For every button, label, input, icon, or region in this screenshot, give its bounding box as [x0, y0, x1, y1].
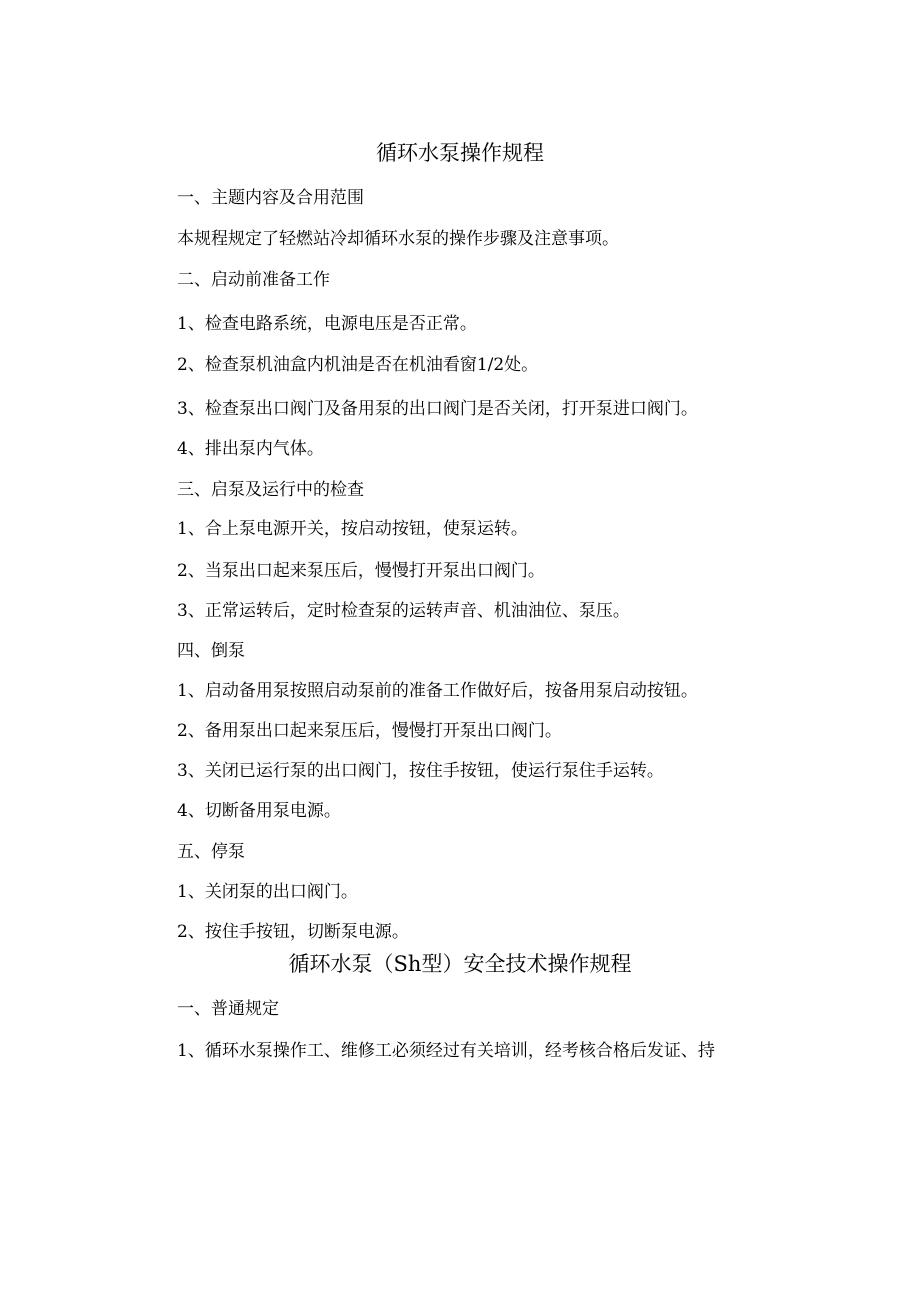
list-item: 2、按住手按钮，切断泵电源。 — [177, 922, 409, 942]
list-item: 2、当泵出口起来泵压后，慢慢打开泵出口阀门。 — [177, 561, 545, 581]
doc2-title: 循环水泵（Sh型）安全技术操作规程 — [288, 952, 632, 976]
list-item: 1、合上泵电源开关，按启动按钮，使泵运转。 — [177, 519, 528, 539]
list-item: 3、正常运转后，定时检查泵的运转声音、机油油位、泵压。 — [177, 601, 630, 621]
list-item: 1、循环水泵操作工、维修工必须经过有关培训，经考核合格后发证、持 — [177, 1041, 715, 1061]
section-heading-4: 四、倒泵 — [177, 641, 245, 661]
section-heading-3: 三、启泵及运行中的检查 — [177, 480, 364, 500]
list-item: 4、排出泵内气体。 — [177, 439, 324, 459]
section-heading-2: 二、启动前准备工作 — [177, 270, 330, 290]
list-item: 3、检查泵出口阀门及备用泵的出口阀门是否关闭，打开泵进口阀门。 — [177, 399, 698, 419]
section-heading-1: 一、主题内容及合用范围 — [177, 188, 364, 208]
list-item: 1、检查电路系统，电源电压是否正常。 — [177, 314, 477, 334]
section-heading-5: 五、停泵 — [177, 842, 245, 862]
list-item: 1、关闭泵的出口阀门。 — [177, 882, 358, 902]
list-item: 2、检查泵机油盒内机油是否在机油看窗1/2处。 — [177, 355, 539, 375]
list-item: 1、启动备用泵按照启动泵前的准备工作做好后，按备用泵启动按钮。 — [177, 681, 698, 701]
list-item: 2、备用泵出口起来泵压后，慢慢打开泵出口阀门。 — [177, 721, 562, 741]
list-item: 4、切断备用泵电源。 — [177, 801, 341, 821]
doc1-title: 循环水泵操作规程 — [376, 141, 544, 165]
doc2-section-heading-1: 一、普通规定 — [177, 999, 279, 1019]
paragraph-scope: 本规程规定了轻燃站冷却循环水泵的操作步骤及注意事项。 — [177, 229, 619, 249]
list-item: 3、关闭已运行泵的出口阀门，按住手按钮，使运行泵住手运转。 — [177, 761, 664, 781]
